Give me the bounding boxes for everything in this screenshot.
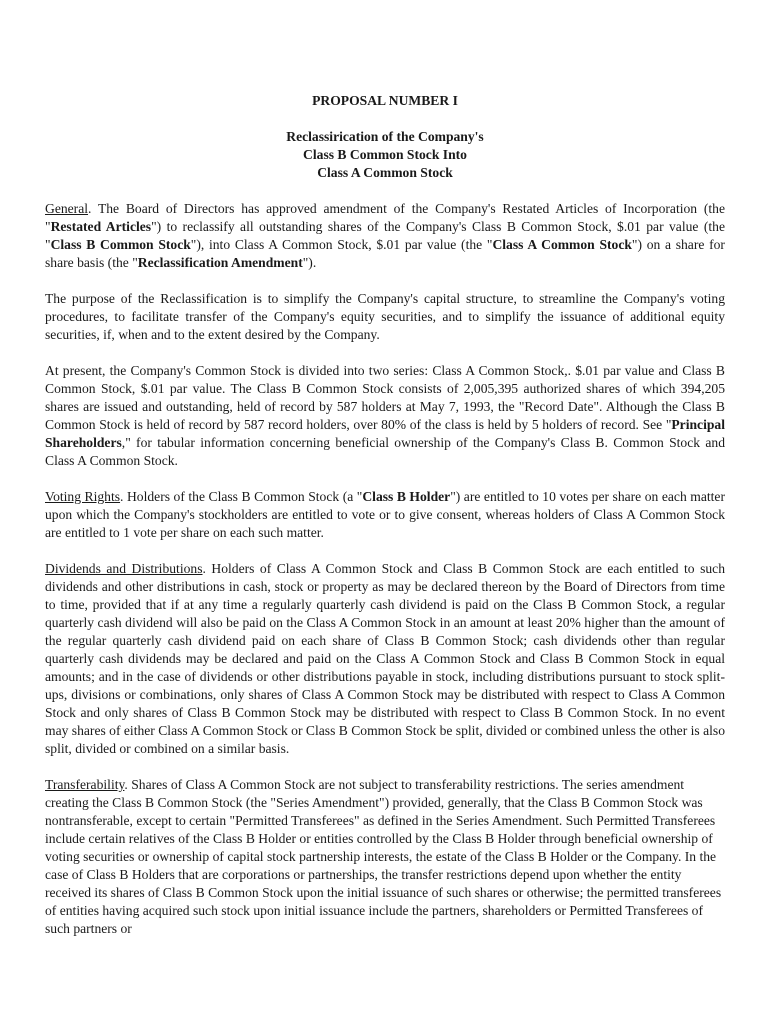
general-paragraph [45, 200, 725, 272]
paragraph-text: ") on a share for share basis (the " [45, 237, 725, 270]
voting-rights-heading: Voting Rights [45, 489, 121, 504]
defined-term: Reclassification Amendment [137, 255, 303, 270]
paragraph-text: ," for tabular information concerning beneficial ownership of the Company's Class B. Common Stock and Class A Common Stock. [45, 435, 725, 468]
paragraph-text: ") are entitled to 10 votes per share on each matter upon which the Company's stockholders are entitled to vote or to give consent, whereas holders of Class A Common Stock are entitled to 1 vote per share on each such matter. [45, 489, 725, 540]
subtitle-line: Class A Common Stock [317, 165, 453, 180]
voting-rights-paragraph [45, 488, 725, 542]
transferability-paragraph [45, 776, 725, 938]
paragraph-text: . Holders of the Class B Common Stock (a " [120, 489, 363, 504]
present-paragraph [45, 362, 725, 470]
purpose-paragraph: The purpose of the Reclassification is to simplify the Company's capital structure, to streamline the Company's voting procedures, to facilitate transfer of the Company's equity securities, and to simplify the issuance of additional equity securities, if, when and to the extent desired by the Company. [45, 291, 725, 342]
subtitle-line: Class B Common Stock Into [303, 147, 467, 162]
paragraph-text: . Holders of Class A Common Stock and Class B Common Stock are each entitled to such dividends and other distributions in cash, stock or property as may be declared thereon by the Board of Directors from time to time, provided that if at any time a regularly quarterly cash dividend is paid on the Class B Common Stock, a regular quarterly cash dividend will also be paid on the Class A Common Stock in an amount at least 20% higher than the amount of the regular quarterly cash dividend paid on each share of Class B Common Stock; cash dividends other than regular quarterly cash dividends may be declared and paid on the Class A Common Stock and Class B Common Stock in equal amounts; and in the case of dividends or other distributions payable in stock, including distributions pursuant to stock split-ups, divisions or combinations, only shares of Class A Common Stock may be distributed with respect to Class A Common Stock and only shares of Class B Common Stock may be distributed with respect to Class B Common Stock. In no event may shares of either Class A Common Stock or Class B Common Stock be split, divided or combined unless the other is also split, divided or combined on a similar basis. [45, 561, 726, 756]
dividends-heading: Dividends and Distributions [45, 561, 203, 576]
dividends-paragraph [45, 560, 725, 758]
defined-term: Principal Shareholders [45, 417, 725, 450]
paragraph-text: At present, the Company's Common Stock is divided into two series: Class A Common Stock,. $.01 par value and Class B Common Stock, $.01 par value. The Class B Common Stock consists of 2,005,395 authorized shares of which 394,205 shares are issued and outstanding, held of record by 587 holders at May 7, 1993, the "Record Date". Although the Class B Common Stock is held of record by 587 record holders, over 80% of the class is held by 5 holders of record. See " [45, 363, 725, 432]
defined-term: Restated Articles [50, 219, 152, 234]
transferability-heading: Transferability [45, 777, 125, 792]
proposal-subtitle [45, 128, 725, 182]
document-page [45, 92, 725, 956]
paragraph-text: . Shares of Class A Common Stock are not subject to transferability restrictions. The series amendment creating the Class B Common Stock (the "Series Amendment") provided, generally, that the Class B Common Stock was nontransferable, except to certain "Permitted Transferees" as defined in the Series Amendment. Such Permitted Transferees include certain relatives of the Class B Holder or entities controlled by the Class B Holder through beneficial ownership of voting securities or ownership of capital stock partnership interests, the estate of the Class B Holder or the Company. In the case of Class B Holders that are corporations or partnerships, the transfer restrictions depend upon whether the entity received its shares of Class B Common Stock upon the initial issuance of such shares or otherwise; the permitted transferees of entities having acquired such stock upon initial issuance include the partners, shareholders or Permitted Transferees of such partners or [45, 777, 722, 936]
paragraph-text: ") to reclassify all outstanding shares of the Company's Class B Common Stock, $.01 par value (the " [45, 219, 725, 252]
defined-term: Class B Common Stock [50, 237, 191, 252]
defined-term: Class A Common Stock [492, 237, 632, 252]
subtitle-line: Reclassirication of the Company's [286, 129, 484, 144]
paragraph-text: "). [302, 255, 317, 270]
paragraph-text: "), into Class A Common Stock, $.01 par value (the " [190, 237, 493, 252]
general-heading: General [45, 201, 89, 216]
paragraph-text: . The Board of Directors has approved amendment of the Company's Restated Articles of Incorporation (the " [45, 201, 725, 234]
defined-term: Class B Holder [362, 489, 451, 504]
proposal-title: PROPOSAL NUMBER I [312, 93, 458, 108]
